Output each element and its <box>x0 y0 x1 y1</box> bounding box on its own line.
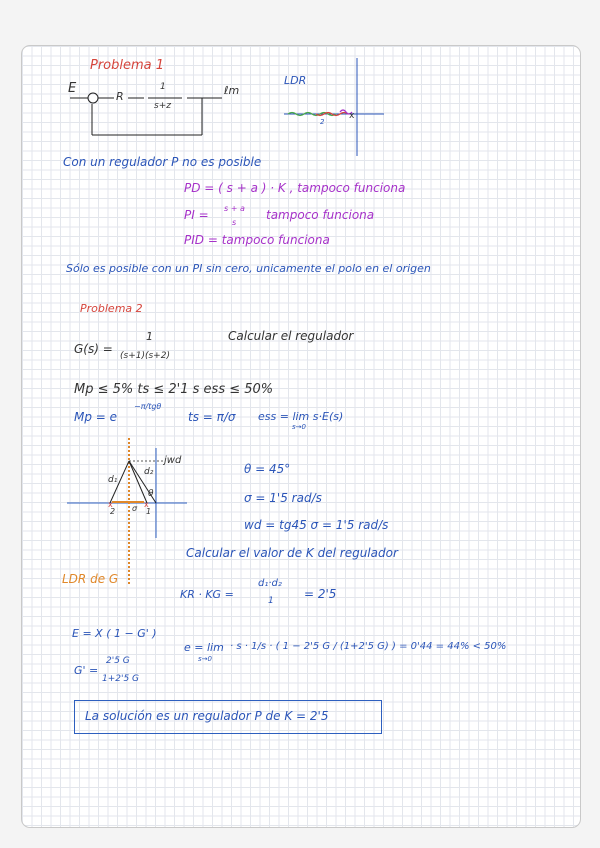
g-left: G(s) = <box>74 342 113 356</box>
e-subscript: s→0 <box>198 655 212 663</box>
ts-formula: ts = π/σ <box>188 410 236 424</box>
sigma-value: σ = 1'5 rad/s <box>244 491 322 505</box>
ess-formula: ess = lim s·E(s) <box>258 410 344 423</box>
rl-tick: 2 <box>320 118 325 126</box>
ess-subscript: s→0 <box>292 423 306 431</box>
rl-mark-1: 1 <box>146 507 152 516</box>
pid-line: PID = tampoco funciona <box>184 233 330 247</box>
pi-left: PI = <box>184 208 209 222</box>
tf-numerator: 1 <box>160 82 166 92</box>
g-num: 1 <box>146 330 153 343</box>
task-k: Calcular el valor de K del regulador <box>186 546 398 560</box>
e-lim: e = lim <box>184 641 224 654</box>
svg-text:x: x <box>349 111 355 121</box>
problem2-title: Problema 2 <box>80 302 143 315</box>
gprime-left: G' = <box>74 664 99 677</box>
diagram-output: ℓm <box>224 84 240 97</box>
mp-exponent: −π/tgθ <box>134 402 162 411</box>
svg-text:x: x <box>108 500 113 509</box>
gprime-num: 2'5 G <box>106 656 130 666</box>
gprime-den: 1+2'5 G <box>102 674 140 684</box>
wd-value: wd = tg45 σ = 1'5 rad/s <box>244 518 389 532</box>
notes-page <box>21 45 581 828</box>
rl-d1: d₁ <box>108 475 118 485</box>
rl-label: LDR <box>284 74 307 87</box>
pi-num: s + a <box>224 204 245 213</box>
ldr-g-label: LDR de G <box>62 572 119 586</box>
k-result: = 2'5 <box>304 587 337 601</box>
k-num: d₁·d₂ <box>258 578 282 589</box>
k-den: 1 <box>268 596 274 606</box>
task-regulator: Calcular el regulador <box>228 329 354 343</box>
e-expression: · s · 1/s · ( 1 − 2'5 G / (1+2'5 G) ) = 0'44 = 44% < 50% <box>230 641 507 652</box>
p-line: Con un regulador P no es posible <box>63 155 262 169</box>
svg-text:x: x <box>144 500 149 509</box>
g-den: (s+1)(s+2) <box>120 351 170 361</box>
pi-right: tampoco funciona <box>266 208 375 222</box>
pi-den: s <box>232 218 237 227</box>
k-left: KR · KG = <box>180 588 234 601</box>
diagram-input: E <box>68 81 77 96</box>
conclusion-line: Sólo es posible con un PI sin cero, unicamente el polo en el origen <box>66 262 431 275</box>
tf-denominator: s+z <box>154 101 171 111</box>
mp-formula: Mp = e <box>74 410 118 424</box>
solution-box <box>74 700 382 734</box>
rl-d2: d₂ <box>144 467 154 477</box>
rl-sigma: σ <box>132 504 138 513</box>
rl-theta: θ <box>148 489 154 499</box>
theta-value: θ = 45° <box>244 462 291 476</box>
rl-jwd: jwd <box>164 455 182 466</box>
e-formula: E = X ( 1 − G' ) <box>72 627 157 640</box>
solution-text: La solución es un regulador P de K = 2'5 <box>85 709 329 723</box>
rl-mark-2: 2 <box>110 507 116 516</box>
diagram-signal: R <box>116 90 124 103</box>
specs-line: Mp ≤ 5% ts ≤ 2'1 s ess ≤ 50% <box>74 382 274 397</box>
problem1-title: Problema 1 <box>90 58 165 73</box>
pd-line: PD = ( s + a ) · K , tampoco funciona <box>184 181 406 195</box>
